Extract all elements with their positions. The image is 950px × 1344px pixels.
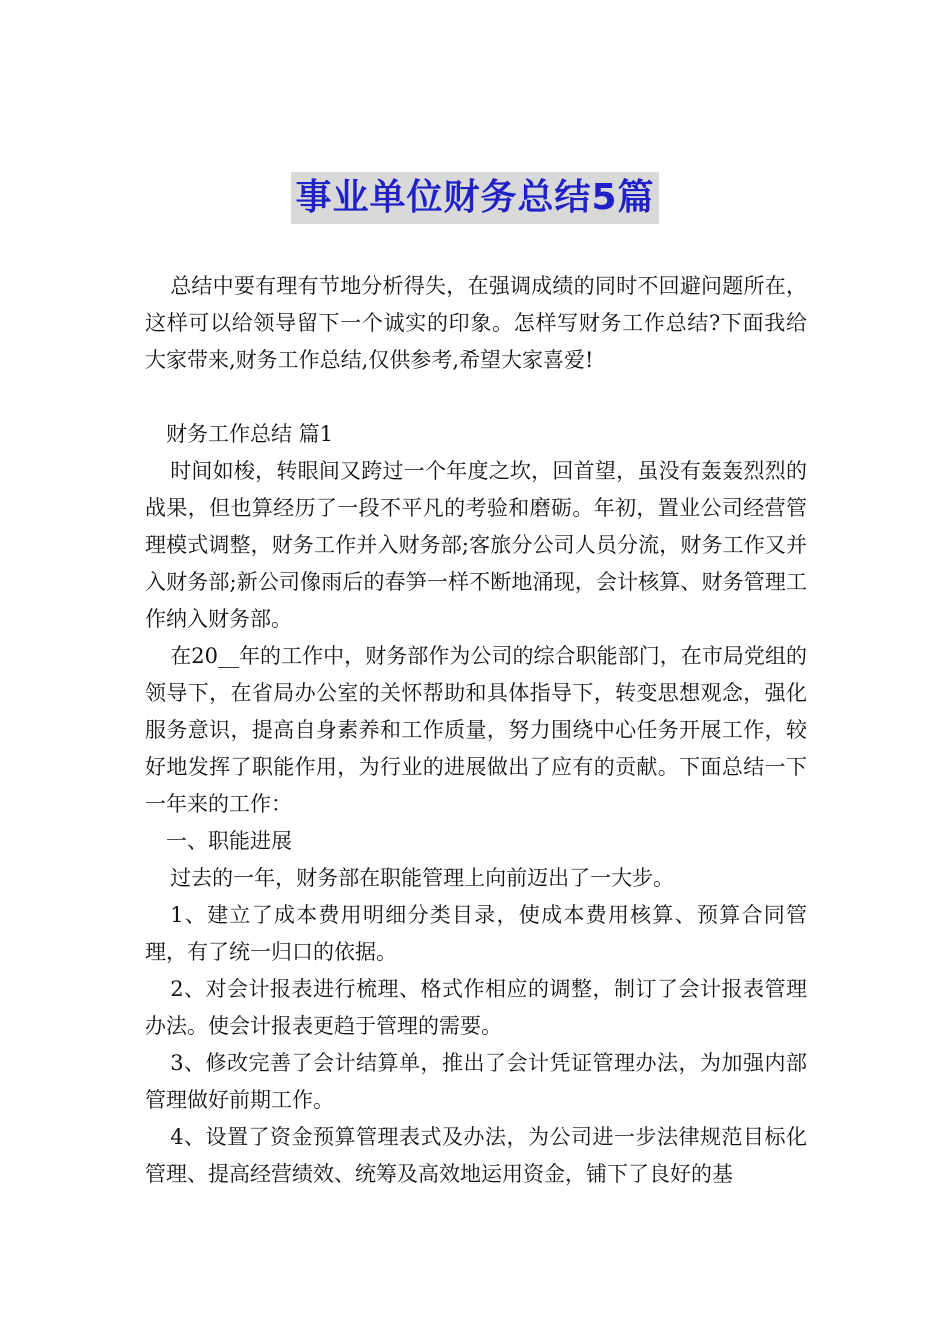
body-paragraph: 在20__年的工作中，财务部作为公司的综合职能部门，在市局党组的领导下，在省局办公室的关怀帮助和具体指导下，转变思想观念，强化服务意识，提高自身素养和工作质量，努力围绕中心任务开展工作，较好地发挥了职能作用，为行业的进展做出了应有的贡献。下面总结一下一年来的工作： (145, 644, 807, 816)
intro-paragraph: 总结中要有理有节地分析得失，在强调成绩的同时不回避问题所在，这样可以给领导留下一个诚实的印象。怎样写财务工作总结?下面我给大家带来,财务工作总结,仅供参考,希望大家喜爱! (145, 274, 807, 372)
document-title: 事业单位财务总结5篇 (291, 172, 658, 224)
list-item: 3、修改完善了会计结算单，推出了会计凭证管理办法，为加强内部管理做好前期工作。 (145, 1051, 807, 1112)
section-heading: 财务工作总结 篇1 (166, 422, 334, 446)
body-paragraph: 过去的一年，财务部在职能管理上向前迈出了一大步。 (170, 866, 675, 890)
title-wrap (0, 172, 950, 224)
document-body (145, 268, 807, 1193)
list-item: 2、对会计报表进行梳理、格式作相应的调整，制订了会计报表管理办法。使会计报表更趋于管理的需要。 (145, 977, 807, 1038)
list-item: 1、建立了成本费用明细分类目录，使成本费用核算、预算合同管理，有了统一归口的依据。 (145, 903, 807, 964)
list-item: 4、设置了资金预算管理表式及办法，为公司进一步法律规范目标化管理、提高经营绩效、统筹及高效地运用资金，铺下了良好的基 (145, 1125, 807, 1186)
subsection-heading: 一、职能进展 (166, 829, 292, 853)
body-paragraph: 时间如梭，转眼间又跨过一个年度之坎，回首望，虽没有轰轰烈烈的战果，但也算经历了一段不平凡的考验和磨砺。年初，置业公司经营管理模式调整，财务工作并入财务部;客旅分公司人员分流，财务工作又并入财务部;新公司像雨后的春笋一样不断地涌现，会计核算、财务管理工作纳入财务部。 (145, 459, 807, 631)
